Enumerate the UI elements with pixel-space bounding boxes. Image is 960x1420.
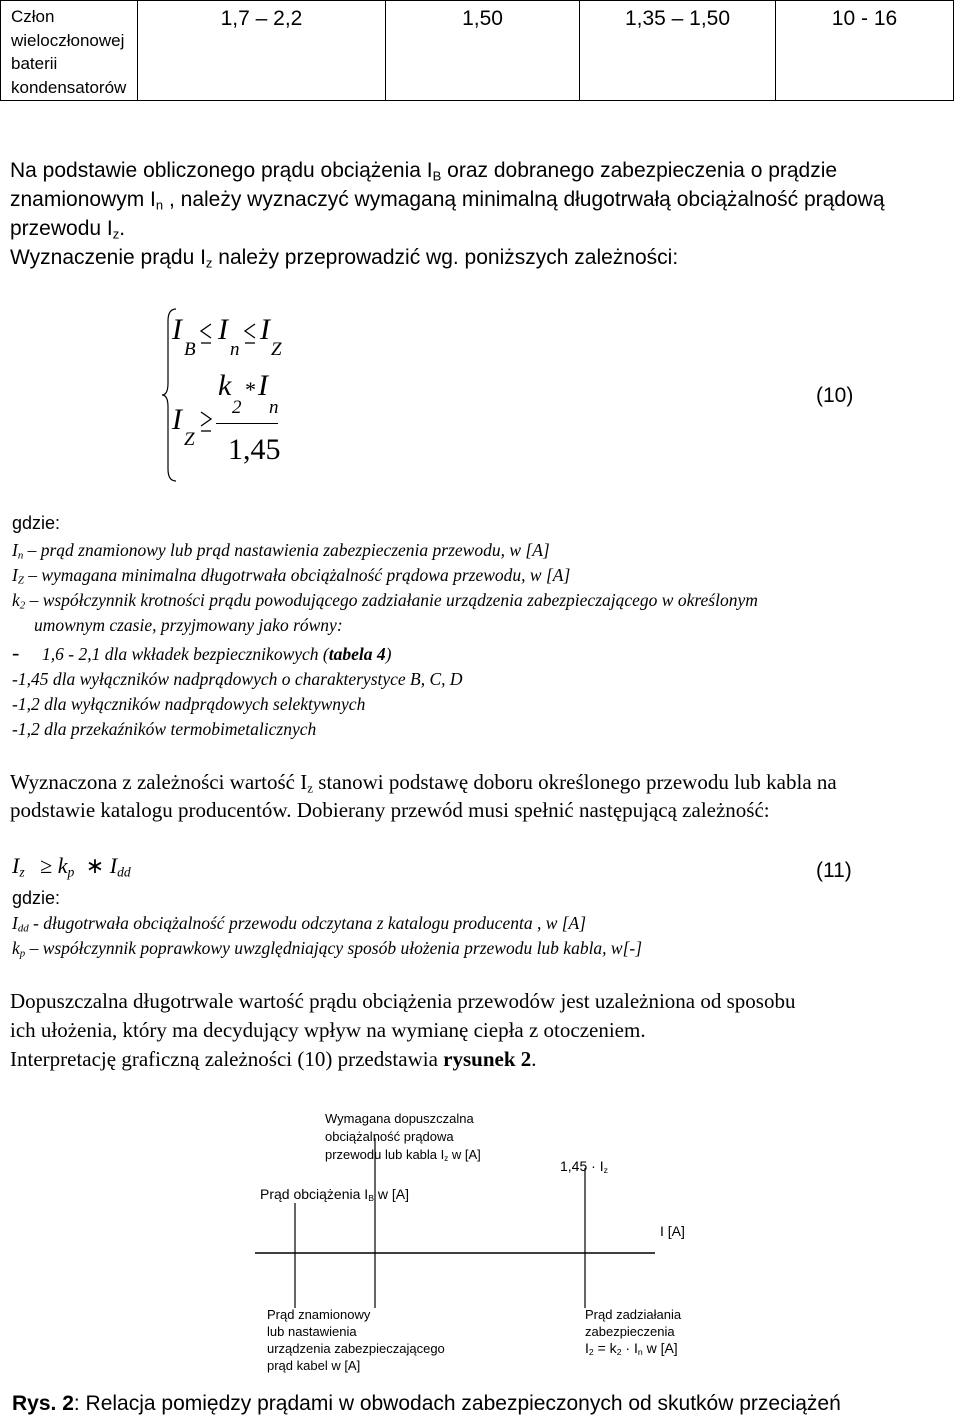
list-item: -1,2 dla przekaźników termobimetalicznych [12, 719, 317, 739]
subscript: n [155, 197, 164, 213]
table-cell: 10 - 16 [776, 1, 954, 101]
geq-sign: ≥ [40, 853, 53, 878]
text: oraz dobranego zabezpieczenia o prądzie znamionowym I [10, 159, 838, 211]
table-cell: 1,35 – 1,50 [580, 1, 776, 101]
formula-symbol: I [218, 313, 228, 346]
figure-caption [12, 1392, 841, 1416]
leq-sign [198, 321, 214, 347]
interpretation-paragraph [10, 987, 950, 1074]
figure-current-relation [255, 1108, 705, 1388]
list-item: - 1,6 - 2,1 dla wkładek bezpiecznikowych (tabela 4) [12, 640, 392, 665]
gdzie-label: gdzie: [12, 888, 61, 908]
label-in: Prąd znamionowy lub nastawienia urządzenia zabezpieczającego prąd kabel w [A] [267, 1307, 445, 1373]
text: , należy wyznaczyć wymaganą minimalną długotrwałą obciążalność prądową przewodu I [10, 188, 885, 240]
gdzie-label: gdzie: [12, 513, 61, 533]
label-i2: Prąd zadziałania zabezpieczenia $I_2 = k_2 \cdot I_n$ w [A] [585, 1307, 682, 1358]
conclusion-paragraph: Wyznaczona z zależności wartość $I_z$ stanowi podstawę doboru określonego przewodu lub kabla na podstawie katalogu producentów. Dobierany przewód musi spełnić następującą zależność: [10, 770, 837, 822]
table-row [1, 1, 954, 101]
formula-subscript: B [184, 339, 196, 360]
formula-symbol: I [172, 313, 182, 346]
caption-text: : Relacja pomiędzy prądami w obwodach zabezpieczonych od skutków przeciążeń [73, 1392, 841, 1415]
multiply-sign: * [244, 377, 255, 402]
definitions-list-2 [12, 911, 912, 961]
label-iz: Wymagana dopuszczalna obciążalność prądowa przewodu lub kabla $I_z$ w [A] [325, 1111, 481, 1163]
equation-number: (11) [816, 859, 852, 882]
formula-10 [160, 305, 300, 485]
formula-symbol: I [258, 369, 268, 402]
definition-kp: $k_p$ – współczynnik poprawkowy uwzględniający sposób ułożenia przewodu lub kabla, w[-] [12, 938, 643, 960]
label-ib: Prąd obciążenia $I_B$ w [A] [260, 1186, 409, 1204]
coefficients-table-row [0, 0, 954, 101]
formula-subscript: 2 [232, 397, 242, 418]
text-line: Dopuszczalna długotrwale wartość prądu obciążenia przewodów jest uzależniona od sposobu [10, 989, 796, 1013]
formula-subscript: Z [184, 429, 195, 450]
list-item: -1,45 dla wyłączników nadprądowych o charakterystyce B, C, D [12, 669, 463, 689]
table-cell: 1,7 – 2,2 [138, 1, 386, 101]
definition-k2-continuation: umownym czasie, przyjmowany jako równy: [34, 615, 343, 635]
intro-paragraph [10, 156, 910, 272]
formula-subscript: Z [271, 339, 282, 360]
formula-symbol: k [218, 369, 232, 402]
subscript: z [205, 255, 213, 271]
equation-number: (10) [816, 384, 854, 407]
definition-idd: $I_{dd}$ - długotrwała obciążalność przewodu odczytana z katalogu producenta , w [A] [12, 913, 587, 935]
fraction-line [216, 423, 278, 424]
text-line: Interpretację graficzną zależności (10) przedstawia rysunek 2. [10, 1047, 537, 1071]
multiply-sign: ∗ [85, 853, 105, 878]
leq-sign [242, 321, 258, 347]
geq-sign [198, 409, 214, 435]
table-row-label: Człon wieloczłonowej baterii kondensatorów [1, 1, 138, 101]
text: . [119, 217, 126, 240]
formula-11: $I_z \ge k_p$ ∗ $I_{dd}$ [12, 853, 131, 880]
text: należy przeprowadzić wg. poniższych zależności: [212, 246, 679, 269]
definition-iz: $I_Z$ – wymagana minimalna długotrwała obciążalność prądowa przewodu, w [A] [12, 565, 571, 587]
formula-denominator: 1,45 [228, 433, 281, 466]
formula-subscript: n [230, 339, 240, 360]
subscript: B [432, 168, 442, 184]
definitions-list [12, 538, 912, 742]
text: Wyznaczenie prądu I [10, 246, 206, 269]
definition-in: $I_n$ – prąd znamionowy lub prąd nastawienia zabezpieczenia przewodu, w [A] [12, 540, 550, 562]
label-axis-i: I [A] [660, 1223, 685, 1239]
formula-subscript: n [269, 397, 279, 418]
formula-symbol: I [172, 403, 182, 436]
label-1-45-iz: $1,45 \cdot I_z$ [560, 1158, 608, 1176]
caption-number: Rys. 2 [12, 1392, 74, 1415]
text-line: ich ułożenia, który ma decydujący wpływ na wymianę ciepła z otoczeniem. [10, 1018, 646, 1042]
table-cell: 1,50 [386, 1, 580, 101]
list-item: -1,2 dla wyłączników nadprądowych selektywnych [12, 694, 366, 714]
subscript: z [112, 226, 120, 242]
formula-symbol: I [260, 313, 270, 346]
definition-k2: $k_2$ – współczynnik krotności prądu powodującego zadziałanie urządzenia zabezpieczającego w określonym [12, 590, 758, 612]
text: Na podstawie obliczonego prądu obciążenia I [10, 159, 433, 182]
